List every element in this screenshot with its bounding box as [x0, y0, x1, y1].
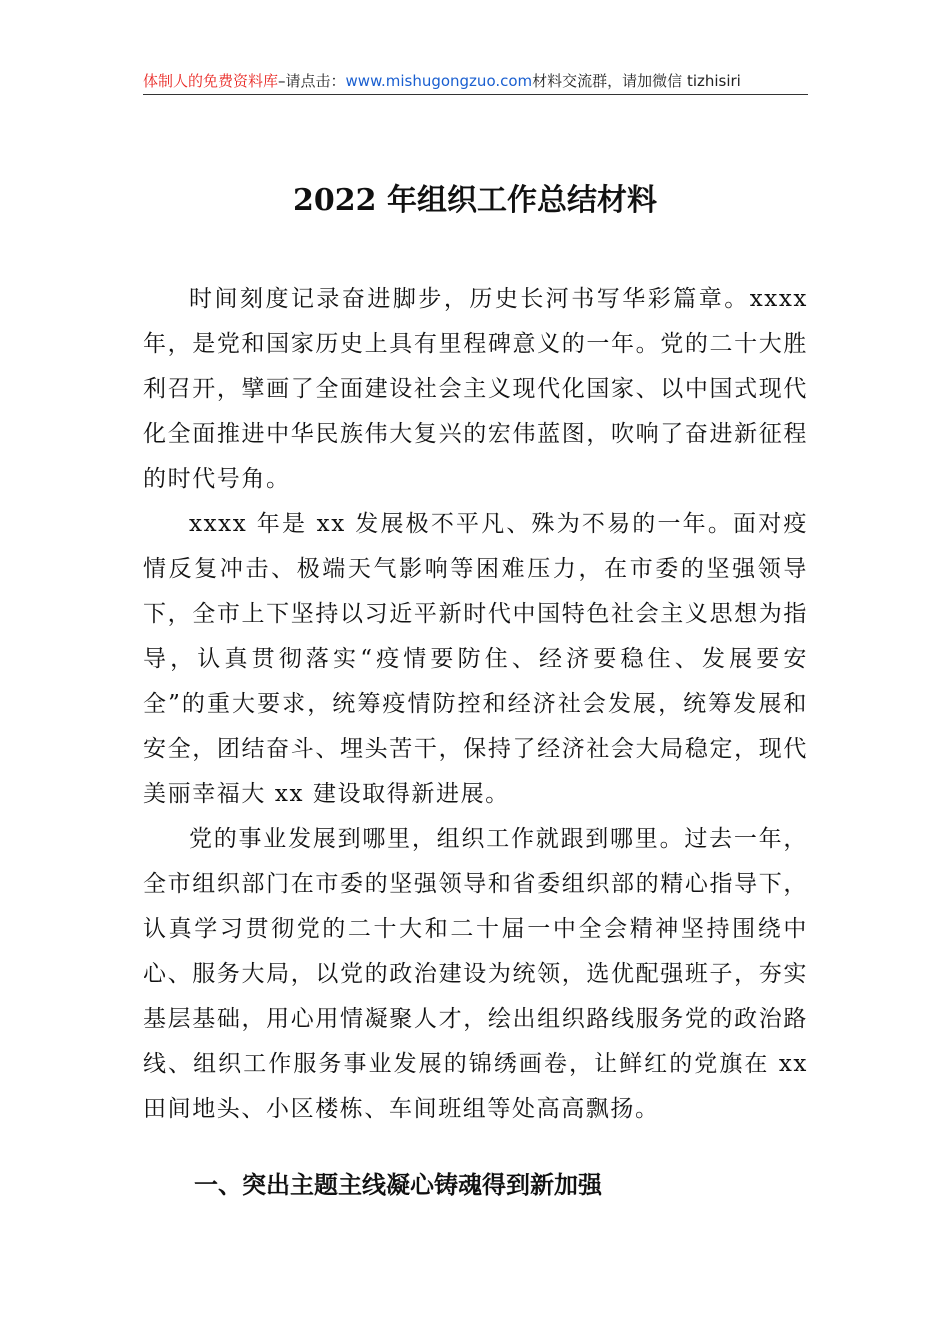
document-title: 2022 年组织工作总结材料 — [293, 183, 657, 218]
header-prompt: –请点击： — [278, 72, 346, 90]
page-header — [143, 68, 808, 95]
header-brand: 体制人的免费资料库 — [143, 72, 279, 90]
header-link[interactable]: www.mishugongzuo.com — [345, 72, 533, 90]
section-heading: 一、突出主题主线凝心铸魂得到新加强 — [194, 1171, 602, 1199]
paragraph-1: 时间刻度记录奋进脚步，历史长河书写华彩篇章。xxxx 年，是党和国家历史上具有里程碑意义的一年。党的二十大胜利召开，擘画了全面建设社会主义现代化国家、以中国式现代化全面推进中华民族伟大复兴的宏伟蓝图，吹响了奋进新征程的时代号角。 — [143, 286, 808, 492]
document-body — [143, 277, 808, 1132]
paragraph-3: 党的事业发展到哪里，组织工作就跟到哪里。过去一年，全市组织部门在市委的坚强领导和省委组织部的精心指导下，认真学习贯彻党的二十大和二十届一中全会精神坚持围绕中心、服务大局，以党的政治建设为统领，选优配强班子，夯实基层基础，用心用情凝聚人才，绘出组织路线服务党的政治路线、组织工作服务事业发展的锦绣画卷，让鲜红的党旗在 xx 田间地头、小区楼栋、车间班组等处高高飘扬。 — [143, 826, 808, 1122]
header-contact: 材料交流群，请加微信 tizhisiri — [532, 72, 741, 90]
paragraph-2: xxxx 年是 xx 发展极不平凡、殊为不易的一年。面对疫情反复冲击、极端天气影响等困难压力，在市委的坚强领导下，全市上下坚持以习近平新时代中国特色社会主义思想为指导，认真贯彻落实“疫情要防住、经济要稳住、发展要安全”的重大要求，统筹疫情防控和经济社会发展，统筹发展和安全，团结奋斗、埋头苦干，保持了经济社会大局稳定，现代美丽幸福大 xx 建设取得新进展。 — [143, 511, 808, 807]
